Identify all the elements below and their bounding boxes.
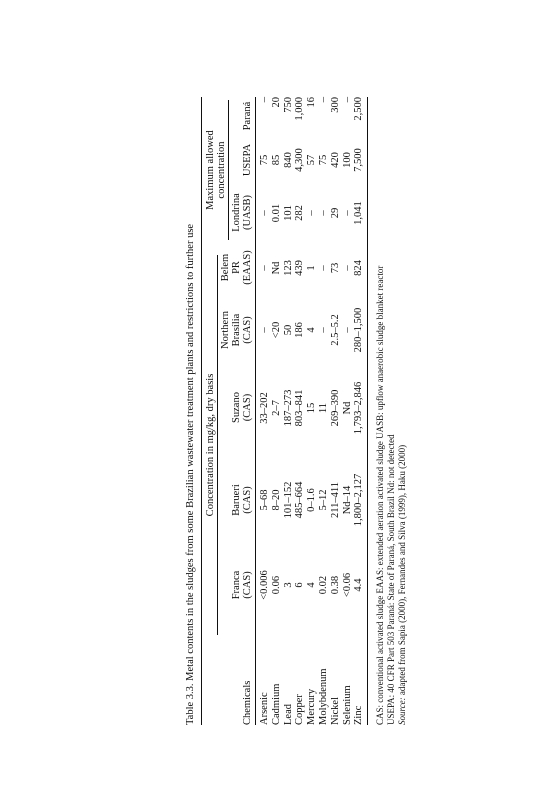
rotated-table-block (185, 75, 545, 725)
bottom-rule (367, 97, 368, 725)
table-cell: 5–12 (318, 489, 329, 511)
max-header-rule (228, 100, 229, 240)
table-cell: 7,500 (353, 148, 365, 172)
col-header-usepa: USEPA (242, 143, 253, 177)
table-cell: – (259, 210, 270, 216)
col-header-line2: PR (231, 261, 242, 274)
table-cell: 5–68 (259, 489, 270, 511)
table-cell: 50 (282, 324, 294, 336)
span-header-rule (217, 255, 218, 635)
table-cell: 187–273 (282, 389, 294, 427)
table-cell: 11 (318, 402, 329, 414)
row-label: Nickel (329, 697, 341, 725)
col-header-line1: Belem (220, 253, 231, 282)
table-cell: 100 (341, 152, 353, 168)
table-cell: – (341, 97, 353, 103)
table-cell: Nd (341, 401, 353, 415)
table-cell: 0.01 (270, 203, 282, 223)
table-cell: 803–841 (294, 389, 306, 427)
row-label: Mercury (306, 688, 318, 725)
row-label: Cadmium (270, 683, 282, 725)
table-cell: 840 (282, 152, 294, 168)
col-header-line2: Franca (231, 570, 242, 600)
row-label: Zinc (353, 705, 365, 725)
table-cell: – (259, 327, 270, 333)
col-header-line1: Northern (220, 311, 231, 349)
table-cell: 824 (353, 260, 365, 276)
source-text: adapted from Sapia (2000), Fernandes and Silva (1999), Haku (2000) (397, 444, 407, 698)
table-cell: – (341, 327, 353, 333)
table-cell: 269–390 (329, 389, 341, 427)
max-header-line2: concentration (216, 141, 227, 199)
col-header-parana: Paraná (242, 101, 253, 131)
col-header-line2: Suzano (231, 392, 242, 423)
table-cell: 485–664 (294, 481, 306, 519)
table-cell: – (318, 327, 329, 333)
table-cell: <0.006 (259, 570, 270, 600)
table-cell: – (318, 265, 329, 271)
table-cell: 33–202 (259, 392, 270, 424)
table-cell: 2,500 (353, 97, 365, 121)
footnote-definitions: USEPA: 40 CFR Part 503 Paraná: State of Paraná, South Brazil Nd: not detected (386, 434, 396, 725)
table-cell: 1,041 (353, 201, 365, 225)
table-cell: 15 (306, 402, 318, 414)
table-cell: – (318, 210, 329, 216)
table-cell: 85 (270, 154, 282, 166)
table-cell: <0.06 (341, 572, 353, 598)
table-cell: 280–1,500 (353, 307, 365, 353)
max-header-line1: Maximum allowed (205, 130, 216, 210)
col-header-line2: Barueri (231, 484, 242, 516)
table-cell: 4.4 (353, 578, 365, 592)
table-cell: 0–1.6 (306, 488, 318, 512)
span-header: Concentration in mg/kg, dry basis (205, 373, 216, 517)
table-cell: 420 (329, 152, 341, 168)
table-cell: – (259, 265, 270, 271)
table-cell: 4 (306, 327, 318, 333)
table-cell: 75 (318, 154, 329, 166)
col-chemicals-header: Chemicals (242, 680, 253, 725)
table-cell: 1,000 (294, 97, 306, 121)
table-cell: 211–411 (329, 482, 341, 518)
table-cell: 1,793–2,846 (353, 381, 365, 435)
col-header-line2: Brasília (231, 313, 242, 347)
table-cell: 20 (270, 97, 282, 108)
table-cell: 0.38 (329, 575, 341, 595)
table-cell: 73 (329, 262, 341, 274)
table-cell: 2.5–5.2 (329, 314, 341, 346)
table-cell: 0.06 (270, 575, 282, 595)
table-cell: 750 (282, 97, 294, 113)
row-label: Selenium (341, 685, 353, 725)
table-cell: 6 (294, 582, 306, 588)
row-label: Lead (282, 704, 294, 725)
col-header-line3: (EAAS) (242, 250, 253, 285)
table-cell: – (306, 210, 318, 216)
footnote-source (397, 445, 407, 725)
header-bottom-rule (255, 97, 256, 725)
source-label: Source: (397, 697, 407, 725)
table-cell: 75 (259, 154, 270, 166)
table-cell: – (259, 97, 270, 103)
table-cell: 4 (306, 582, 318, 588)
table-cell: 1 (306, 265, 318, 271)
table-cell: 8–20 (270, 489, 282, 511)
table-cell: 101 (282, 205, 294, 221)
table-cell: 29 (329, 207, 341, 219)
table-cell: Nd–14 (341, 485, 353, 515)
col-header-line2: Londrina (231, 193, 242, 232)
table-cell: 4,300 (294, 148, 306, 172)
table-cell: 186 (294, 322, 306, 338)
row-label: Arsenic (259, 692, 270, 725)
row-label: Molybdenum (318, 668, 329, 725)
table-cell: 57 (306, 154, 318, 166)
table-cell: 282 (294, 205, 306, 221)
col-header-line3: (CAS) (242, 571, 253, 599)
table-cell: – (318, 97, 329, 103)
top-rule (201, 97, 202, 725)
footnote-abbreviations: CAS: conventional activated sludge EAAS: extended aeration activated sludge UASB: upflow anaerobic sludge blanket reactor (375, 265, 385, 725)
table-cell: 3 (282, 582, 294, 588)
table-cell: – (341, 265, 353, 271)
table-cell: 2–7 (270, 400, 282, 416)
table-cell: Nd (270, 261, 282, 275)
row-label: Copper (294, 694, 306, 725)
table-cell: 16 (306, 97, 318, 108)
table-cell: 123 (282, 260, 294, 276)
table-caption: Table 3.3. Metal contents in the sludges from some Brazilian wastewater treatment plants and restrictions to further use (185, 223, 196, 725)
table-cell: 300 (329, 97, 341, 113)
col-header-line3: (CAS) (242, 393, 253, 422)
col-header-line3: (CAS) (242, 316, 253, 344)
table-cell: <20 (270, 321, 282, 339)
table-cell: 101–152 (282, 481, 294, 519)
table-cell: 439 (294, 260, 306, 276)
table-cell: – (341, 210, 353, 216)
col-header-line3: (UASB) (242, 195, 253, 231)
table-cell: 0.02 (318, 575, 329, 595)
col-header-line3: (CAS) (242, 486, 253, 514)
table-cell: 1,800–2,127 (353, 473, 365, 527)
